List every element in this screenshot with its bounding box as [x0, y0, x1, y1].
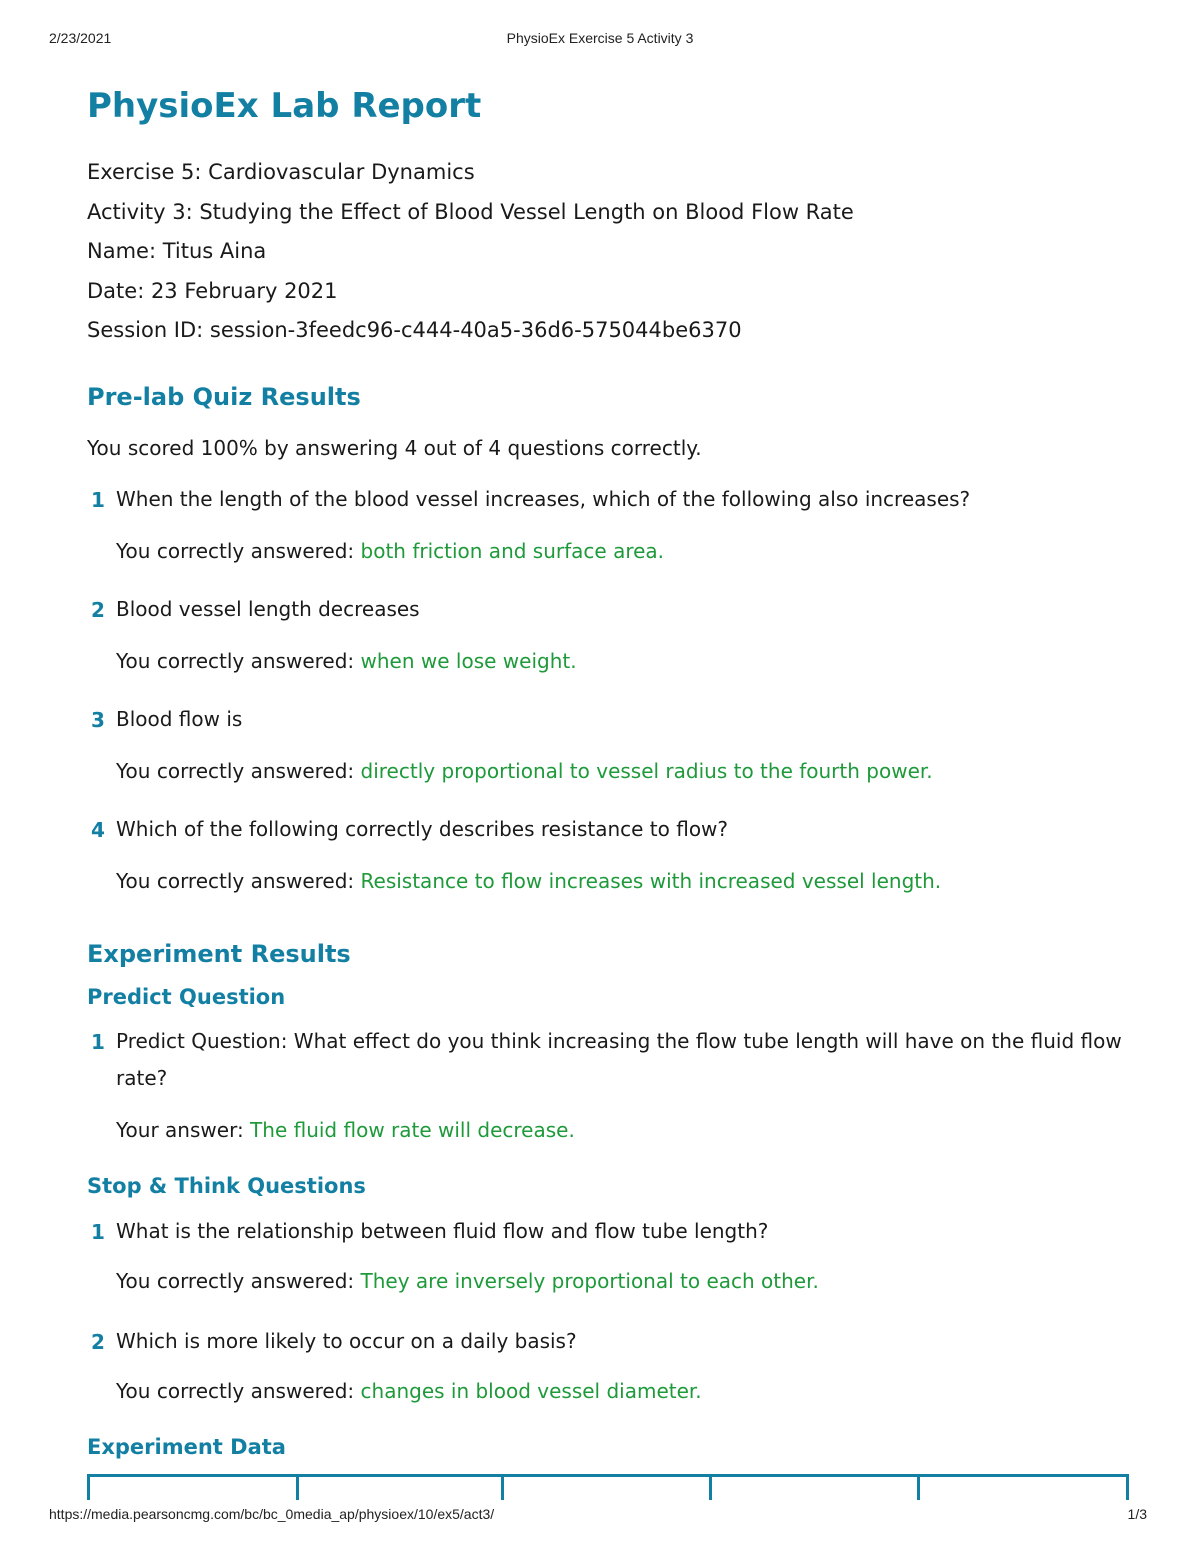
prelab-question: When the length of the blood vessel increases, which of the following also increases? — [116, 487, 971, 511]
table-column-divider — [917, 1474, 920, 1500]
question-number: 2 — [91, 598, 105, 622]
answer-prefix: You correctly answered: — [116, 1379, 355, 1403]
print-doc-title: PhysioEx Exercise 5 Activity 3 — [506, 30, 694, 46]
answer-text: Resistance to flow increases with increased vessel length. — [360, 869, 942, 893]
stop-think-answer — [116, 1379, 702, 1403]
answer-prefix: You correctly answered: — [116, 869, 355, 893]
question-number: 2 — [91, 1330, 105, 1354]
page-number: 1/3 — [1127, 1506, 1147, 1522]
table-column-divider — [87, 1474, 90, 1500]
prelab-answer — [116, 869, 941, 893]
predict-question: Predict Question: What effect do you think increasing the flow tube length will have on the fluid flow rate? — [116, 1029, 1122, 1090]
experiment-data-table — [87, 1474, 1129, 1500]
prelab-score: You scored 100% by answering 4 out of 4 questions correctly. — [87, 436, 702, 460]
table-column-divider — [1126, 1474, 1129, 1500]
experiment-heading: Experiment Results — [87, 940, 351, 968]
name-line: Name: Titus Aina — [87, 239, 267, 263]
answer-text: both friction and surface area. — [360, 539, 665, 563]
prelab-answer — [116, 759, 933, 783]
answer-text: The fluid flow rate will decrease. — [250, 1118, 575, 1142]
table-column-divider — [501, 1474, 504, 1500]
question-number: 1 — [91, 1030, 105, 1054]
prelab-question: Blood vessel length decreases — [116, 597, 420, 621]
table-column-divider — [296, 1474, 299, 1500]
print-date: 2/23/2021 — [49, 30, 112, 46]
prelab-answer — [116, 539, 664, 563]
question-number: 4 — [91, 818, 105, 842]
predict-answer — [116, 1118, 575, 1142]
table-top-border — [87, 1474, 1129, 1477]
predict-heading: Predict Question — [87, 985, 286, 1009]
prelab-question: Blood flow is — [116, 707, 243, 731]
experiment-data-heading: Experiment Data — [87, 1435, 286, 1459]
answer-prefix: You correctly answered: — [116, 759, 355, 783]
question-number: 1 — [91, 488, 105, 512]
question-number: 1 — [91, 1220, 105, 1244]
answer-text: directly proportional to vessel radius to the fourth power. — [360, 759, 933, 783]
activity-line: Activity 3: Studying the Effect of Blood Vessel Length on Blood Flow Rate — [87, 200, 854, 224]
answer-prefix: You correctly answered: — [116, 649, 355, 673]
answer-text: changes in blood vessel diameter. — [360, 1379, 702, 1403]
date-line: Date: 23 February 2021 — [87, 279, 338, 303]
prelab-question: Which of the following correctly describes resistance to flow? — [116, 817, 729, 841]
print-url[interactable]: https://media.pearsoncmg.com/bc/bc_0media_ap/physioex/10/ex5/act3/ — [49, 1506, 495, 1522]
answer-text: when we lose weight. — [360, 649, 577, 673]
question-number: 3 — [91, 708, 105, 732]
answer-text: They are inversely proportional to each other. — [360, 1269, 819, 1293]
stop-think-question: Which is more likely to occur on a daily basis? — [116, 1329, 577, 1353]
stop-think-question: What is the relationship between fluid flow and flow tube length? — [116, 1219, 769, 1243]
stop-think-heading: Stop & Think Questions — [87, 1174, 366, 1198]
prelab-heading: Pre-lab Quiz Results — [87, 383, 361, 411]
page-title: PhysioEx Lab Report — [87, 86, 482, 126]
answer-prefix: You correctly answered: — [116, 1269, 355, 1293]
answer-prefix: You correctly answered: — [116, 539, 355, 563]
answer-prefix: Your answer: — [116, 1118, 244, 1142]
table-column-divider — [709, 1474, 712, 1500]
stop-think-answer — [116, 1269, 819, 1293]
session-line: Session ID: session-3feedc96-c444-40a5-36d6-575044be6370 — [87, 318, 742, 342]
exercise-line: Exercise 5: Cardiovascular Dynamics — [87, 160, 475, 184]
prelab-answer — [116, 649, 577, 673]
